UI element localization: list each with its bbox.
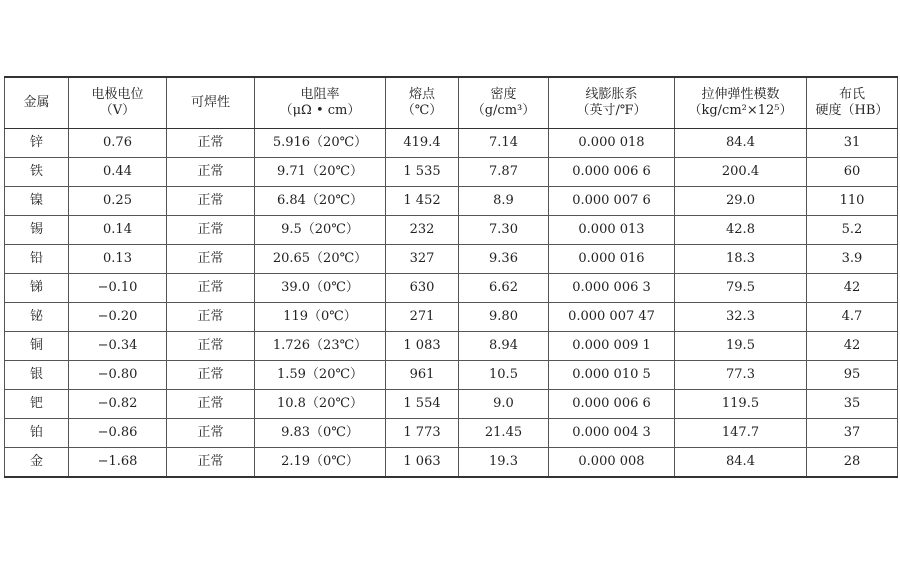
table-row <box>5 448 898 478</box>
table-cell: 1.59（20℃） <box>255 361 386 390</box>
table-cell: −0.82 <box>69 390 167 419</box>
column-header <box>807 77 898 129</box>
column-header-title: 金属 <box>23 95 50 110</box>
column-header-unit: （g/cm³） <box>471 103 536 118</box>
table-header <box>5 77 898 129</box>
column-header-title: 布氏 <box>838 87 865 102</box>
table-cell: 327 <box>386 245 459 274</box>
table-cell: 9.5（20℃） <box>255 216 386 245</box>
table-cell: 8.9 <box>459 187 549 216</box>
table-cell: 79.5 <box>675 274 807 303</box>
table-cell: 5.916（20℃） <box>255 129 386 158</box>
table-cell: 39.0（0℃） <box>255 274 386 303</box>
table-cell: 95 <box>807 361 898 390</box>
table-cell: 419.4 <box>386 129 459 158</box>
column-header-unit: （℃） <box>401 103 443 118</box>
table-row <box>5 274 898 303</box>
table-cell: 0.000 009 1 <box>549 332 675 361</box>
table-cell: 正常 <box>167 216 255 245</box>
table-cell: −0.20 <box>69 303 167 332</box>
table-cell: 1 063 <box>386 448 459 478</box>
table-cell: 35 <box>807 390 898 419</box>
table-row <box>5 216 898 245</box>
column-header <box>255 77 386 129</box>
column-header <box>549 77 675 129</box>
table-cell: 5.2 <box>807 216 898 245</box>
table-body <box>5 129 898 478</box>
table-cell: 19.5 <box>675 332 807 361</box>
table-row <box>5 129 898 158</box>
table-cell: 10.5 <box>459 361 549 390</box>
table-cell: 29.0 <box>675 187 807 216</box>
table-cell: 0.000 006 3 <box>549 274 675 303</box>
table-cell: 0.000 008 <box>549 448 675 478</box>
table-cell: 630 <box>386 274 459 303</box>
column-header-title: 线膨胀系 <box>585 87 638 102</box>
table-cell: 0.000 006 6 <box>549 390 675 419</box>
table-cell: 84.4 <box>675 129 807 158</box>
table-cell: 119.5 <box>675 390 807 419</box>
table-cell: 铂 <box>5 419 69 448</box>
table-cell: 银 <box>5 361 69 390</box>
table-cell: 铁 <box>5 158 69 187</box>
table-cell: 21.45 <box>459 419 549 448</box>
metal-properties-table <box>4 76 898 478</box>
table-cell: 1 083 <box>386 332 459 361</box>
table-cell: 0.13 <box>69 245 167 274</box>
column-header-title: 可焊性 <box>190 95 230 110</box>
table-cell: 镍 <box>5 187 69 216</box>
table-cell: −0.34 <box>69 332 167 361</box>
table-row <box>5 303 898 332</box>
column-header-unit: （V） <box>99 103 136 118</box>
table-row <box>5 245 898 274</box>
table-cell: 147.7 <box>675 419 807 448</box>
table-cell: 6.84（20℃） <box>255 187 386 216</box>
table-cell: 正常 <box>167 448 255 478</box>
table-cell: 42.8 <box>675 216 807 245</box>
table-cell: 金 <box>5 448 69 478</box>
column-header-title: 拉伸弹性模数 <box>701 87 780 102</box>
table-row <box>5 390 898 419</box>
table-cell: 9.83（0℃） <box>255 419 386 448</box>
table-cell: 9.0 <box>459 390 549 419</box>
table-cell: 正常 <box>167 419 255 448</box>
table-row <box>5 361 898 390</box>
table-cell: 77.3 <box>675 361 807 390</box>
table-cell: 1 535 <box>386 158 459 187</box>
column-header <box>459 77 549 129</box>
table-cell: 84.4 <box>675 448 807 478</box>
table-cell: 0.000 010 5 <box>549 361 675 390</box>
table-cell: 铋 <box>5 303 69 332</box>
table-cell: 铅 <box>5 245 69 274</box>
table-cell: 37 <box>807 419 898 448</box>
column-header-title: 电极电位 <box>91 87 144 102</box>
column-header <box>386 77 459 129</box>
table-cell: 0.25 <box>69 187 167 216</box>
table-cell: 18.3 <box>675 245 807 274</box>
table-cell: 961 <box>386 361 459 390</box>
table-cell: −0.80 <box>69 361 167 390</box>
column-header <box>167 77 255 129</box>
table-cell: 1 554 <box>386 390 459 419</box>
table-cell: 42 <box>807 274 898 303</box>
table-cell: 0.000 007 47 <box>549 303 675 332</box>
table-cell: 正常 <box>167 274 255 303</box>
table-cell: 铜 <box>5 332 69 361</box>
table-cell: 232 <box>386 216 459 245</box>
table-cell: 42 <box>807 332 898 361</box>
table-cell: 正常 <box>167 129 255 158</box>
table-cell: 7.14 <box>459 129 549 158</box>
table-cell: 10.8（20℃） <box>255 390 386 419</box>
column-header-unit: 硬度（HB） <box>815 103 889 118</box>
table-cell: 1.726（23℃） <box>255 332 386 361</box>
table-cell: 正常 <box>167 158 255 187</box>
table-cell: 2.19（0℃） <box>255 448 386 478</box>
table-cell: 28 <box>807 448 898 478</box>
table-cell: 110 <box>807 187 898 216</box>
table-row <box>5 419 898 448</box>
table-cell: 正常 <box>167 332 255 361</box>
table-cell: 0.000 006 6 <box>549 158 675 187</box>
table-cell: 9.71（20℃） <box>255 158 386 187</box>
table-cell: 31 <box>807 129 898 158</box>
table-cell: 200.4 <box>675 158 807 187</box>
table-cell: 0.44 <box>69 158 167 187</box>
table-cell: 0.14 <box>69 216 167 245</box>
table-cell: 正常 <box>167 390 255 419</box>
table-row <box>5 332 898 361</box>
table-cell: 锌 <box>5 129 69 158</box>
table-cell: 7.30 <box>459 216 549 245</box>
column-header-title: 电阻率 <box>300 87 340 102</box>
table-cell: −0.10 <box>69 274 167 303</box>
table-cell: 锑 <box>5 274 69 303</box>
table-cell: 4.7 <box>807 303 898 332</box>
table-cell: 19.3 <box>459 448 549 478</box>
table-row <box>5 158 898 187</box>
table-cell: 正常 <box>167 303 255 332</box>
table-cell: 0.000 016 <box>549 245 675 274</box>
table-cell: 119（0℃） <box>255 303 386 332</box>
table-cell: 0.000 007 6 <box>549 187 675 216</box>
table-cell: 0.76 <box>69 129 167 158</box>
column-header <box>5 77 69 129</box>
table-cell: 20.65（20℃） <box>255 245 386 274</box>
table-row <box>5 187 898 216</box>
table-cell: 271 <box>386 303 459 332</box>
header-row <box>5 77 898 129</box>
column-header-unit: （μΩ • cm） <box>279 103 361 118</box>
table-cell: 3.9 <box>807 245 898 274</box>
table-cell: 9.80 <box>459 303 549 332</box>
table-cell: 正常 <box>167 187 255 216</box>
table-cell: 钯 <box>5 390 69 419</box>
table-cell: 32.3 <box>675 303 807 332</box>
table-cell: 0.000 018 <box>549 129 675 158</box>
table-cell: 7.87 <box>459 158 549 187</box>
table-cell: 0.000 004 3 <box>549 419 675 448</box>
table-cell: 0.000 013 <box>549 216 675 245</box>
table-cell: 正常 <box>167 245 255 274</box>
column-header-title: 熔点 <box>408 87 435 102</box>
table-cell: 60 <box>807 158 898 187</box>
column-header-unit: （kg/cm²×12⁵） <box>688 103 793 118</box>
table-cell: 正常 <box>167 361 255 390</box>
table-cell: 8.94 <box>459 332 549 361</box>
table-cell: 9.36 <box>459 245 549 274</box>
column-header <box>69 77 167 129</box>
table-cell: 1 452 <box>386 187 459 216</box>
table-cell: 锡 <box>5 216 69 245</box>
column-header-unit: （英寸/℉） <box>576 103 647 118</box>
table-cell: −1.68 <box>69 448 167 478</box>
table-cell: 6.62 <box>459 274 549 303</box>
column-header <box>675 77 807 129</box>
table-cell: −0.86 <box>69 419 167 448</box>
column-header-title: 密度 <box>490 87 517 102</box>
table-cell: 1 773 <box>386 419 459 448</box>
